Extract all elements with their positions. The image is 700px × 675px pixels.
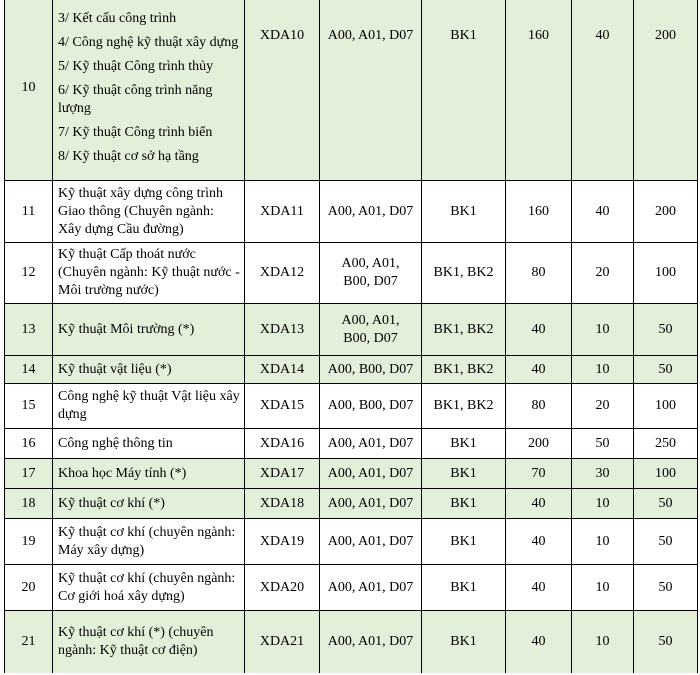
admission-method: BK1, BK2 bbox=[422, 243, 506, 304]
quota-2: 10 bbox=[572, 565, 634, 611]
major-name: Công nghệ kỹ thuật Vật liệu xây dựng bbox=[53, 384, 245, 429]
quota-1: 40 bbox=[506, 565, 572, 611]
row-number: 15 bbox=[5, 384, 53, 429]
quota-1: 80 bbox=[506, 384, 572, 429]
major-code: XDA14 bbox=[245, 356, 320, 384]
row-number: 12 bbox=[5, 243, 53, 304]
subject-combos: A00, A01, D07 bbox=[320, 0, 422, 181]
quota-2: 10 bbox=[572, 611, 634, 673]
quota-2: 20 bbox=[572, 384, 634, 429]
major-code: XDA20 bbox=[245, 565, 320, 611]
major-code: XDA15 bbox=[245, 384, 320, 429]
admission-method: BK1, BK2 bbox=[422, 304, 506, 356]
major-code: XDA16 bbox=[245, 429, 320, 459]
subject-combos: A00, A01, B00, D07 bbox=[320, 304, 422, 356]
admission-method: BK1 bbox=[422, 565, 506, 611]
major-name: Kỹ thuật cơ khí (*) bbox=[53, 489, 245, 519]
quota-total: 100 bbox=[634, 459, 698, 489]
row-number: 13 bbox=[5, 304, 53, 356]
major-name-line: 7/ Kỹ thuật Công trình biển bbox=[58, 124, 213, 140]
quota-total: 50 bbox=[634, 519, 698, 565]
quota-total: 200 bbox=[634, 181, 698, 243]
quota-total: 50 bbox=[634, 356, 698, 384]
admissions-table bbox=[4, 0, 698, 673]
quota-total: 50 bbox=[634, 565, 698, 611]
admission-method: BK1 bbox=[422, 429, 506, 459]
major-code: XDA21 bbox=[245, 611, 320, 673]
table-row bbox=[5, 356, 698, 384]
quota-total: 50 bbox=[634, 611, 698, 673]
quota-2: 50 bbox=[572, 429, 634, 459]
major-name bbox=[53, 0, 245, 181]
admission-method: BK1, BK2 bbox=[422, 384, 506, 429]
quota-2: 10 bbox=[572, 304, 634, 356]
quota-1: 40 bbox=[506, 356, 572, 384]
quota-total: 50 bbox=[634, 489, 698, 519]
subject-combos: A00, A01, D07 bbox=[320, 565, 422, 611]
major-code: XDA17 bbox=[245, 459, 320, 489]
quota-2: 10 bbox=[572, 489, 634, 519]
quota-total: 100 bbox=[634, 243, 698, 304]
table-row bbox=[5, 181, 698, 243]
major-name-line: 6/ Kỹ thuật công trình năng lượng bbox=[58, 82, 213, 116]
row-number: 10 bbox=[5, 0, 53, 181]
quota-2: 10 bbox=[572, 356, 634, 384]
subject-combos: A00, A01, D07 bbox=[320, 611, 422, 673]
quota-1: 40 bbox=[506, 611, 572, 673]
major-name: Kỹ thuật cơ khí (chuyên ngành: Máy xây dựng) bbox=[53, 519, 245, 565]
row-number: 20 bbox=[5, 565, 53, 611]
quota-2: 30 bbox=[572, 459, 634, 489]
major-name: Kỹ thuật xây dựng công trình Giao thông (Chuyên ngành: Xây dựng Cầu đường) bbox=[53, 181, 245, 243]
major-name: Kỹ thuật cơ khí (chuyên ngành: Cơ giới hoá xây dựng) bbox=[53, 565, 245, 611]
row-number: 21 bbox=[5, 611, 53, 673]
table-row bbox=[5, 519, 698, 565]
major-name: Kỹ thuật cơ khí (*) (chuyên ngành: Kỹ thuật cơ điện) bbox=[53, 611, 245, 673]
row-number: 11 bbox=[5, 181, 53, 243]
table-row bbox=[5, 611, 698, 673]
major-name-line: 5/ Kỹ thuật Công trình thủy bbox=[58, 58, 214, 74]
admission-method: BK1 bbox=[422, 0, 506, 181]
major-code: XDA18 bbox=[245, 489, 320, 519]
row-number: 19 bbox=[5, 519, 53, 565]
major-name: Kỹ thuật Môi trường (*) bbox=[53, 304, 245, 356]
major-name-line: 8/ Kỹ thuật cơ sở hạ tầng bbox=[58, 148, 199, 164]
table-row bbox=[5, 459, 698, 489]
quota-2: 10 bbox=[572, 519, 634, 565]
table-row bbox=[5, 304, 698, 356]
subject-combos: A00, A01, B00, D07 bbox=[320, 243, 422, 304]
table-row bbox=[5, 429, 698, 459]
admission-method: BK1 bbox=[422, 519, 506, 565]
subject-combos: A00, B00, D07 bbox=[320, 356, 422, 384]
quota-1: 160 bbox=[506, 0, 572, 181]
major-code: XDA12 bbox=[245, 243, 320, 304]
table-row bbox=[5, 0, 698, 181]
admission-method: BK1 bbox=[422, 459, 506, 489]
admission-method: BK1, BK2 bbox=[422, 356, 506, 384]
subject-combos: A00, A01, D07 bbox=[320, 489, 422, 519]
quota-1: 40 bbox=[506, 489, 572, 519]
quota-2: 40 bbox=[572, 181, 634, 243]
major-name: Khoa học Máy tính (*) bbox=[53, 459, 245, 489]
major-name: Kỹ thuật vật liệu (*) bbox=[53, 356, 245, 384]
row-number: 17 bbox=[5, 459, 53, 489]
subject-combos: A00, A01, D07 bbox=[320, 459, 422, 489]
admission-method: BK1 bbox=[422, 611, 506, 673]
table-row bbox=[5, 243, 698, 304]
major-name-line: 3/ Kết cấu công trình bbox=[58, 10, 177, 26]
row-number: 14 bbox=[5, 356, 53, 384]
major-code: XDA11 bbox=[245, 181, 320, 243]
subject-combos: A00, A01, D07 bbox=[320, 519, 422, 565]
major-name-line: 4/ Công nghệ kỹ thuật xây dựng bbox=[58, 34, 239, 50]
major-name: Công nghệ thông tin bbox=[53, 429, 245, 459]
table-row bbox=[5, 489, 698, 519]
quota-total: 250 bbox=[634, 429, 698, 459]
subject-combos: A00, B00, D07 bbox=[320, 384, 422, 429]
quota-1: 70 bbox=[506, 459, 572, 489]
major-code: XDA19 bbox=[245, 519, 320, 565]
row-number: 16 bbox=[5, 429, 53, 459]
subject-combos: A00, A01, D07 bbox=[320, 429, 422, 459]
major-code: XDA13 bbox=[245, 304, 320, 356]
subject-combos: A00, A01, D07 bbox=[320, 181, 422, 243]
quota-1: 160 bbox=[506, 181, 572, 243]
admission-method: BK1 bbox=[422, 489, 506, 519]
quota-2: 20 bbox=[572, 243, 634, 304]
major-name: Kỹ thuật Cấp thoát nước (Chuyên ngành: Kỹ thuật nước - Môi trường nước) bbox=[53, 243, 245, 304]
quota-total: 200 bbox=[634, 0, 698, 181]
quota-total: 100 bbox=[634, 384, 698, 429]
table-row bbox=[5, 565, 698, 611]
quota-1: 200 bbox=[506, 429, 572, 459]
row-number: 18 bbox=[5, 489, 53, 519]
quota-total: 50 bbox=[634, 304, 698, 356]
quota-1: 40 bbox=[506, 519, 572, 565]
quota-1: 40 bbox=[506, 304, 572, 356]
major-code: XDA10 bbox=[245, 0, 320, 181]
table-row bbox=[5, 384, 698, 429]
quota-2: 40 bbox=[572, 0, 634, 181]
admission-method: BK1 bbox=[422, 181, 506, 243]
quota-1: 80 bbox=[506, 243, 572, 304]
